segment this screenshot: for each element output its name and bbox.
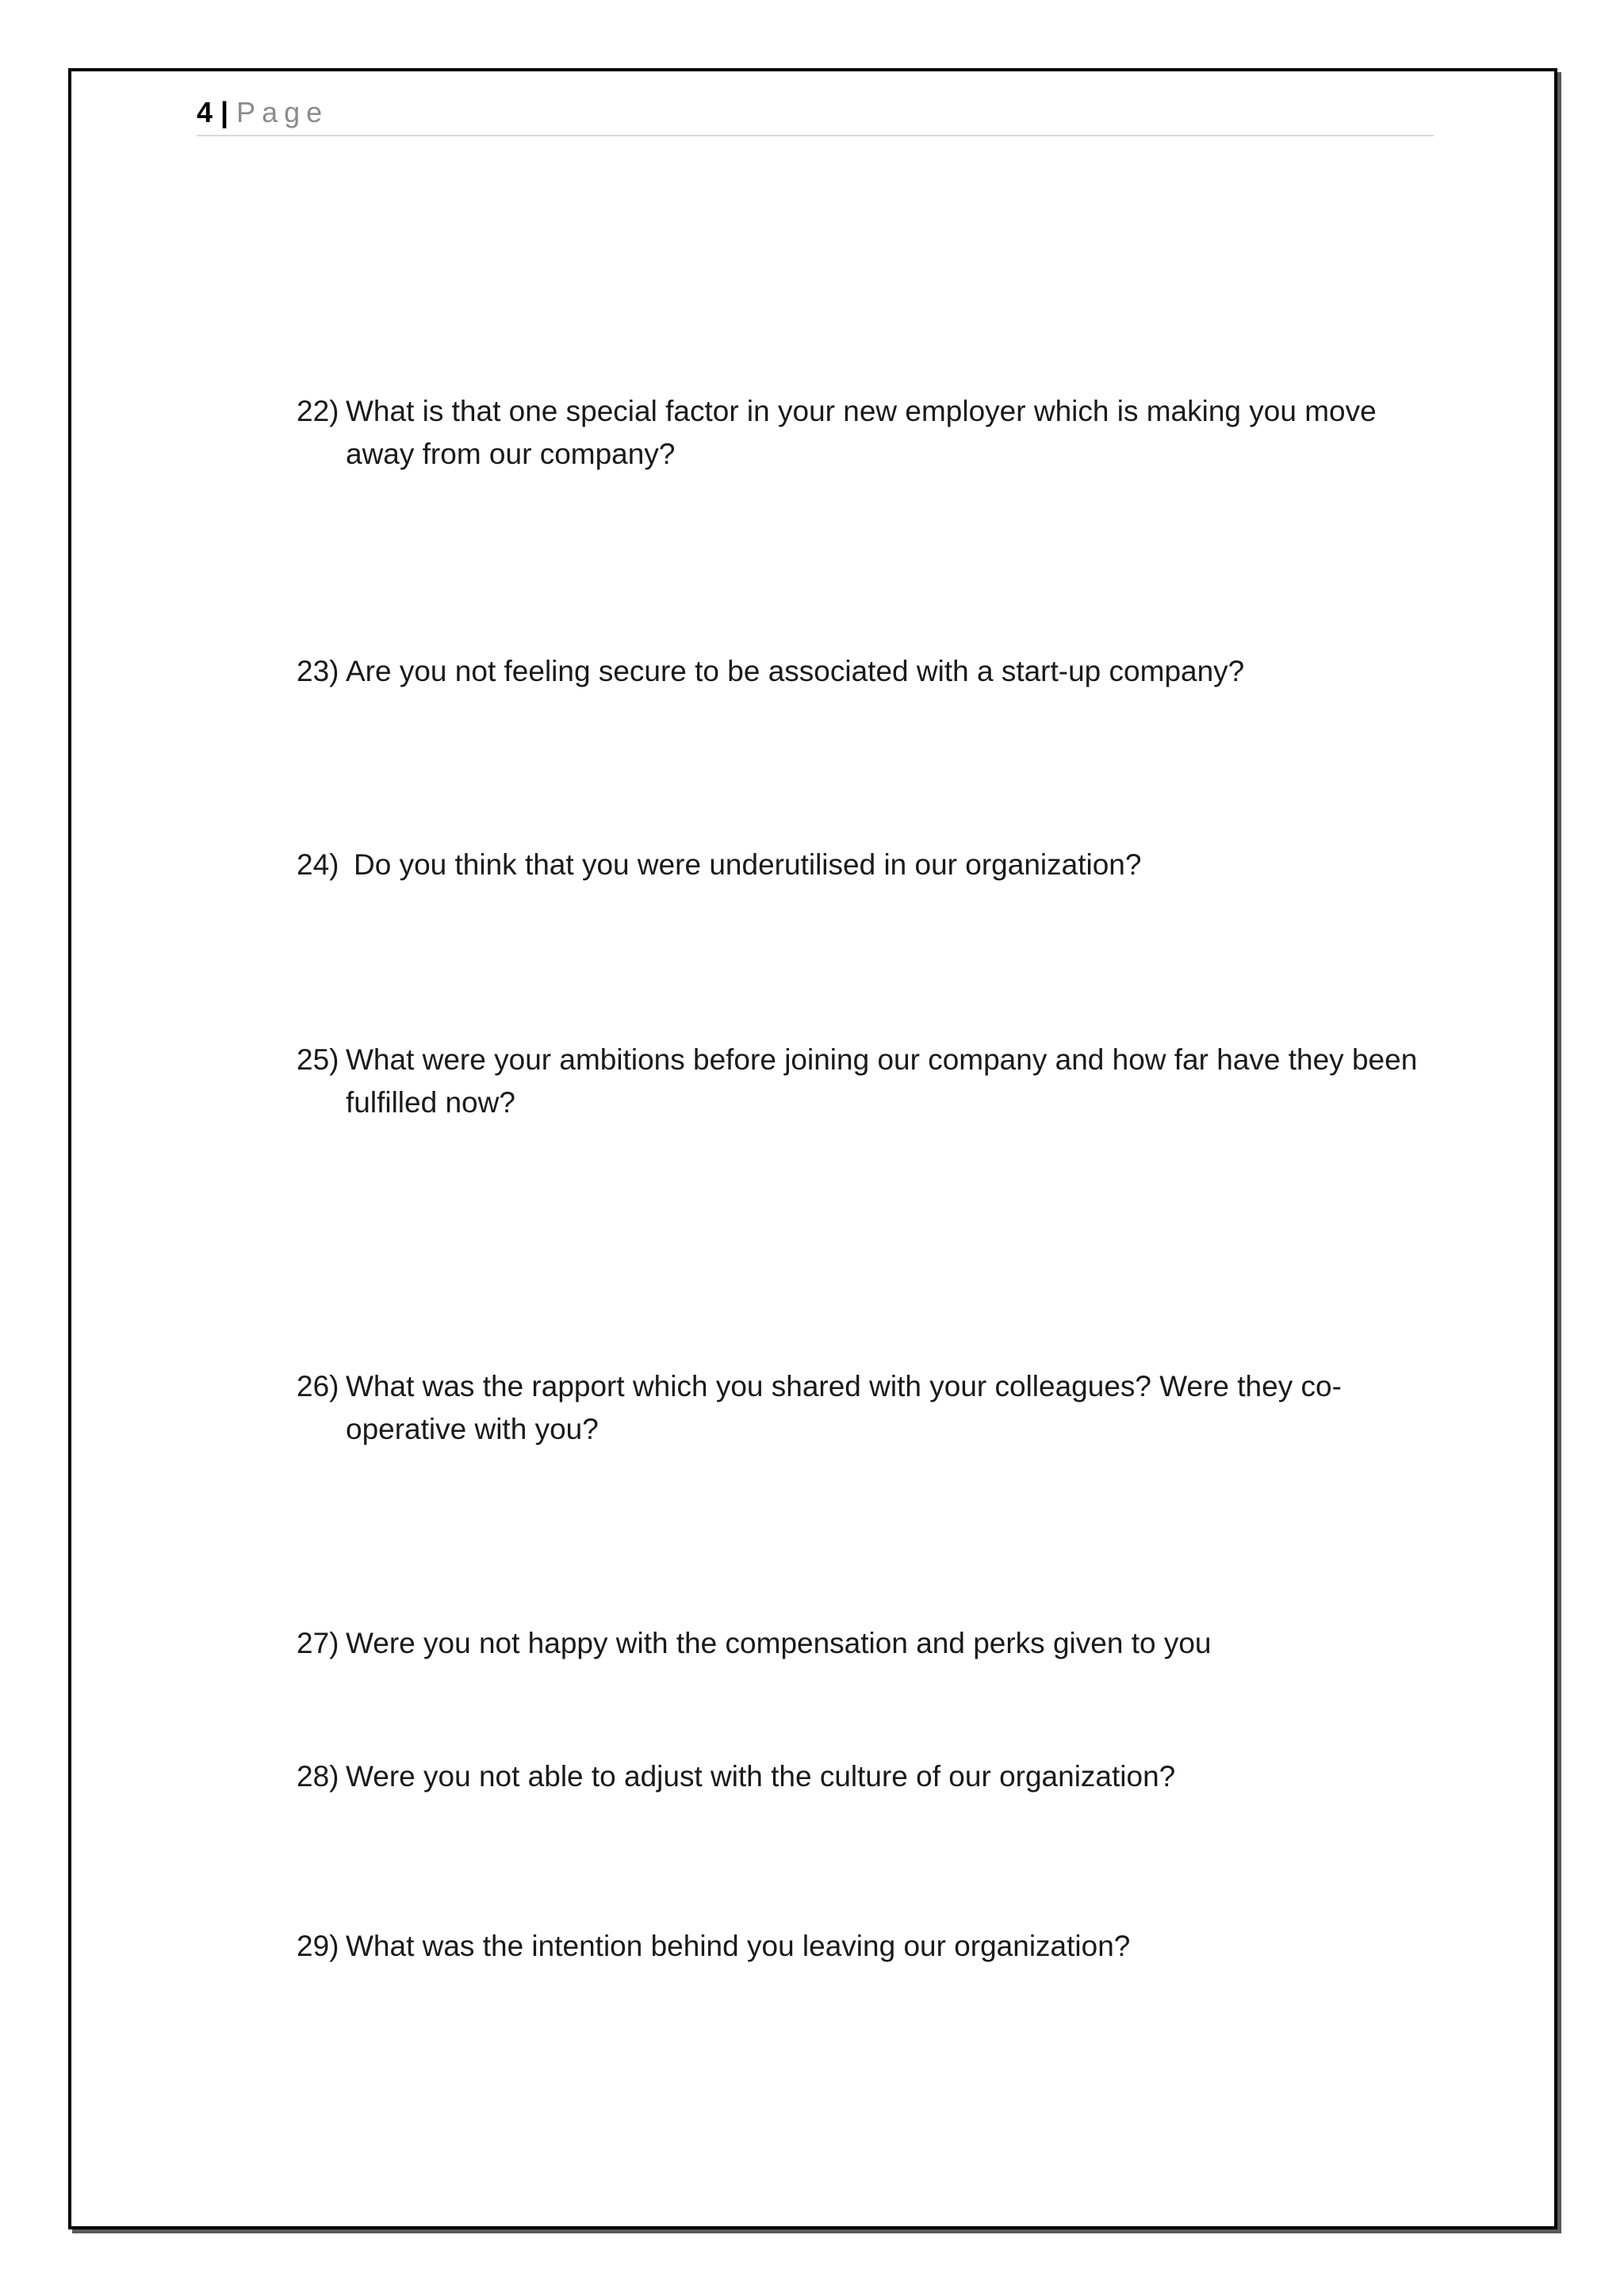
question-29 [297, 1925, 1423, 1968]
question-text: Do you think that you were underutilised in our organization? [354, 848, 1142, 881]
question-27 [297, 1622, 1423, 1665]
question-23 [297, 650, 1423, 693]
question-number: 25) [297, 1043, 339, 1076]
page-number: 4 [197, 96, 213, 128]
question-25 [297, 1039, 1423, 1124]
question-28 [297, 1755, 1423, 1798]
question-number: 29) [297, 1930, 339, 1962]
question-text: Are you not feeling secure to be associated with a start-up company? [346, 655, 1245, 687]
question-number: 24) [297, 848, 339, 881]
question-text: What were your ambitions before joining our company and how far have they been fulfilled now? [346, 1043, 1418, 1119]
question-text: What was the intention behind you leaving our organization? [346, 1930, 1131, 1962]
question-text: Were you not able to adjust with the culture of our organization? [346, 1760, 1176, 1793]
question-22 [297, 390, 1423, 476]
question-number: 26) [297, 1370, 339, 1402]
question-24 [297, 844, 1423, 886]
question-text: What is that one special factor in your new employer which is making you move away from our company? [346, 395, 1377, 470]
question-number: 28) [297, 1760, 339, 1793]
page-label: Page [236, 96, 329, 128]
question-number: 23) [297, 655, 339, 687]
question-text: Were you not happy with the compensation and perks given to you [346, 1627, 1212, 1659]
question-text: What was the rapport which you shared with your colleagues? Were they co-operative with you? [346, 1370, 1342, 1445]
question-number: 27) [297, 1627, 339, 1659]
page-separator: | [220, 96, 229, 128]
question-26 [297, 1365, 1423, 1451]
page-header [197, 94, 1434, 136]
question-number: 22) [297, 395, 339, 427]
